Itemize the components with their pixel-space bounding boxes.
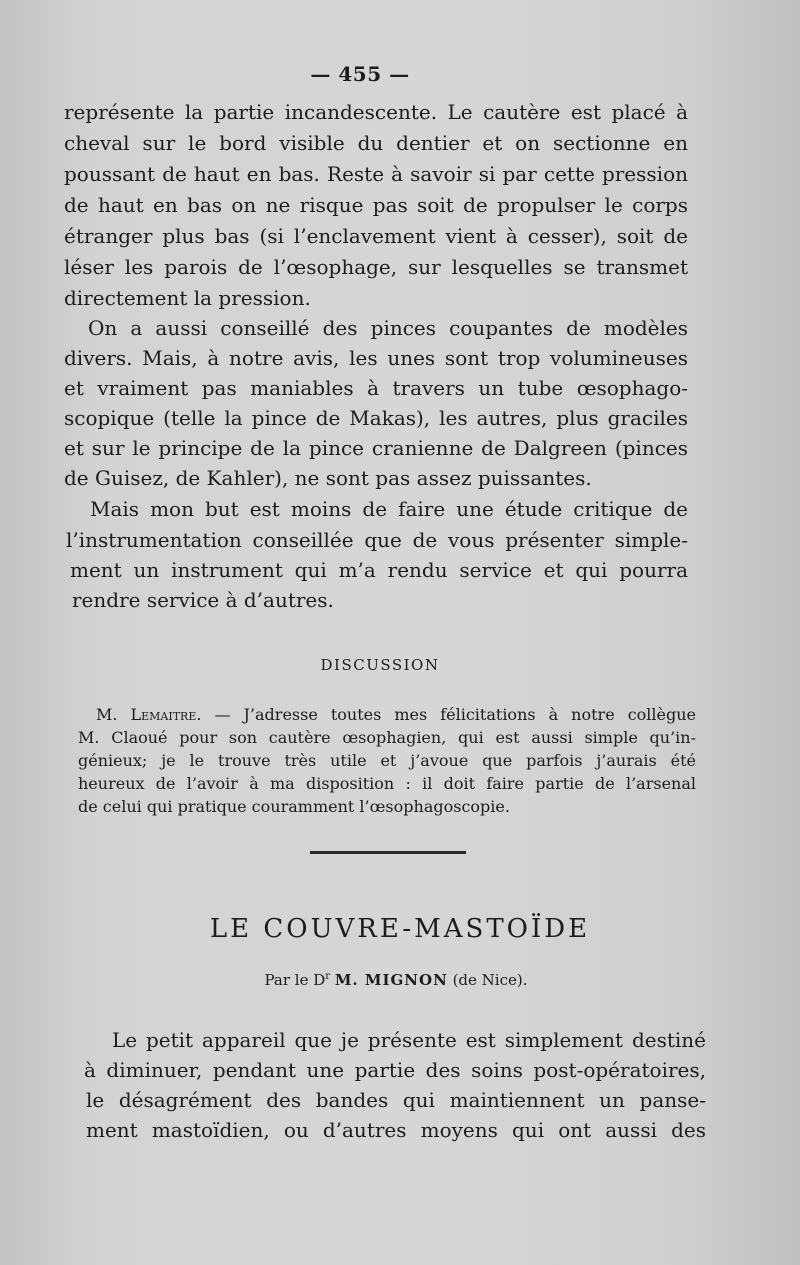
body-line: rendre service à d’autres. xyxy=(72,588,334,612)
discussion-line: M. Lemaitre. — J’adresse toutes mes félicitations à notre collègue xyxy=(96,705,697,724)
body-line: On a aussi conseillé des pinces coupantes de modèles xyxy=(88,316,688,340)
body-line: et vraiment pas maniables à travers un tube œsophago- xyxy=(64,376,688,400)
discussion-line: génieux; je le trouve très utile et j’avoue que parfois j’aurais été xyxy=(78,751,696,770)
discussion-line: M. Claoué pour son cautère œsophagien, qui est aussi simple qu’in- xyxy=(78,728,696,747)
discussion-line: heureux de l’avoir à ma disposition : il doit faire partie de l’arsenal xyxy=(78,774,696,793)
body-line: directement la pression. xyxy=(64,286,311,310)
author-name: M. MIGNON xyxy=(334,971,448,989)
body-line: divers. Mais, à notre avis, les unes sont trop volumineuses xyxy=(64,346,688,370)
article-byline: Par le $D^r$ M. MIGNON (de Nice). xyxy=(264,971,528,989)
body-line: scopique (telle la pince de Makas), les autres, plus graciles xyxy=(64,406,688,430)
article-title: LE COUVRE-MASTOÏDE xyxy=(209,914,591,944)
article-line: Le petit appareil que je présente est simplement destiné xyxy=(112,1028,706,1052)
speaker-name: M. Lemaitre. xyxy=(96,705,202,724)
body-line: léser les parois de l’œsophage, sur lesquelles se transmet xyxy=(64,255,688,279)
body-line: ment un instrument qui m’a rendu service et qui pourra xyxy=(70,558,688,582)
body-line: représente la partie incandescente. Le cautère est placé à xyxy=(64,100,688,124)
page-number: — 455 — xyxy=(310,62,410,86)
article-line: le désagrément des bandes qui maintiennent un panse- xyxy=(86,1088,706,1112)
body-line: de haut en bas on ne risque pas soit de propulser le corps xyxy=(64,193,688,217)
body-line: Mais mon but est moins de faire une étude critique de xyxy=(90,497,688,521)
discussion-line: de celui qui pratique couramment l’œsophagoscopie. xyxy=(78,797,510,816)
body-line: étranger plus bas (si l’enclavement vient à cesser), soit de xyxy=(64,224,688,248)
article-line: à diminuer, pendant une partie des soins post-opératoires, xyxy=(84,1058,706,1082)
section-divider xyxy=(310,851,466,854)
body-line: et sur le principe de la pince cranienne de Dalgreen (pinces xyxy=(64,436,688,460)
body-line: l’instrumentation conseillée que de vous présenter simple- xyxy=(66,528,688,552)
body-line: poussant de haut en bas. Reste à savoir si par cette pression xyxy=(64,162,688,186)
body-line: de Guisez, de Kahler), ne sont pas assez puissantes. xyxy=(64,466,592,490)
article-line: ment mastoïdien, ou d’autres moyens qui ont aussi des xyxy=(86,1118,706,1142)
body-line: cheval sur le bord visible du dentier et on sectionne en xyxy=(64,131,688,155)
discussion-heading: DISCUSSION xyxy=(320,656,440,674)
